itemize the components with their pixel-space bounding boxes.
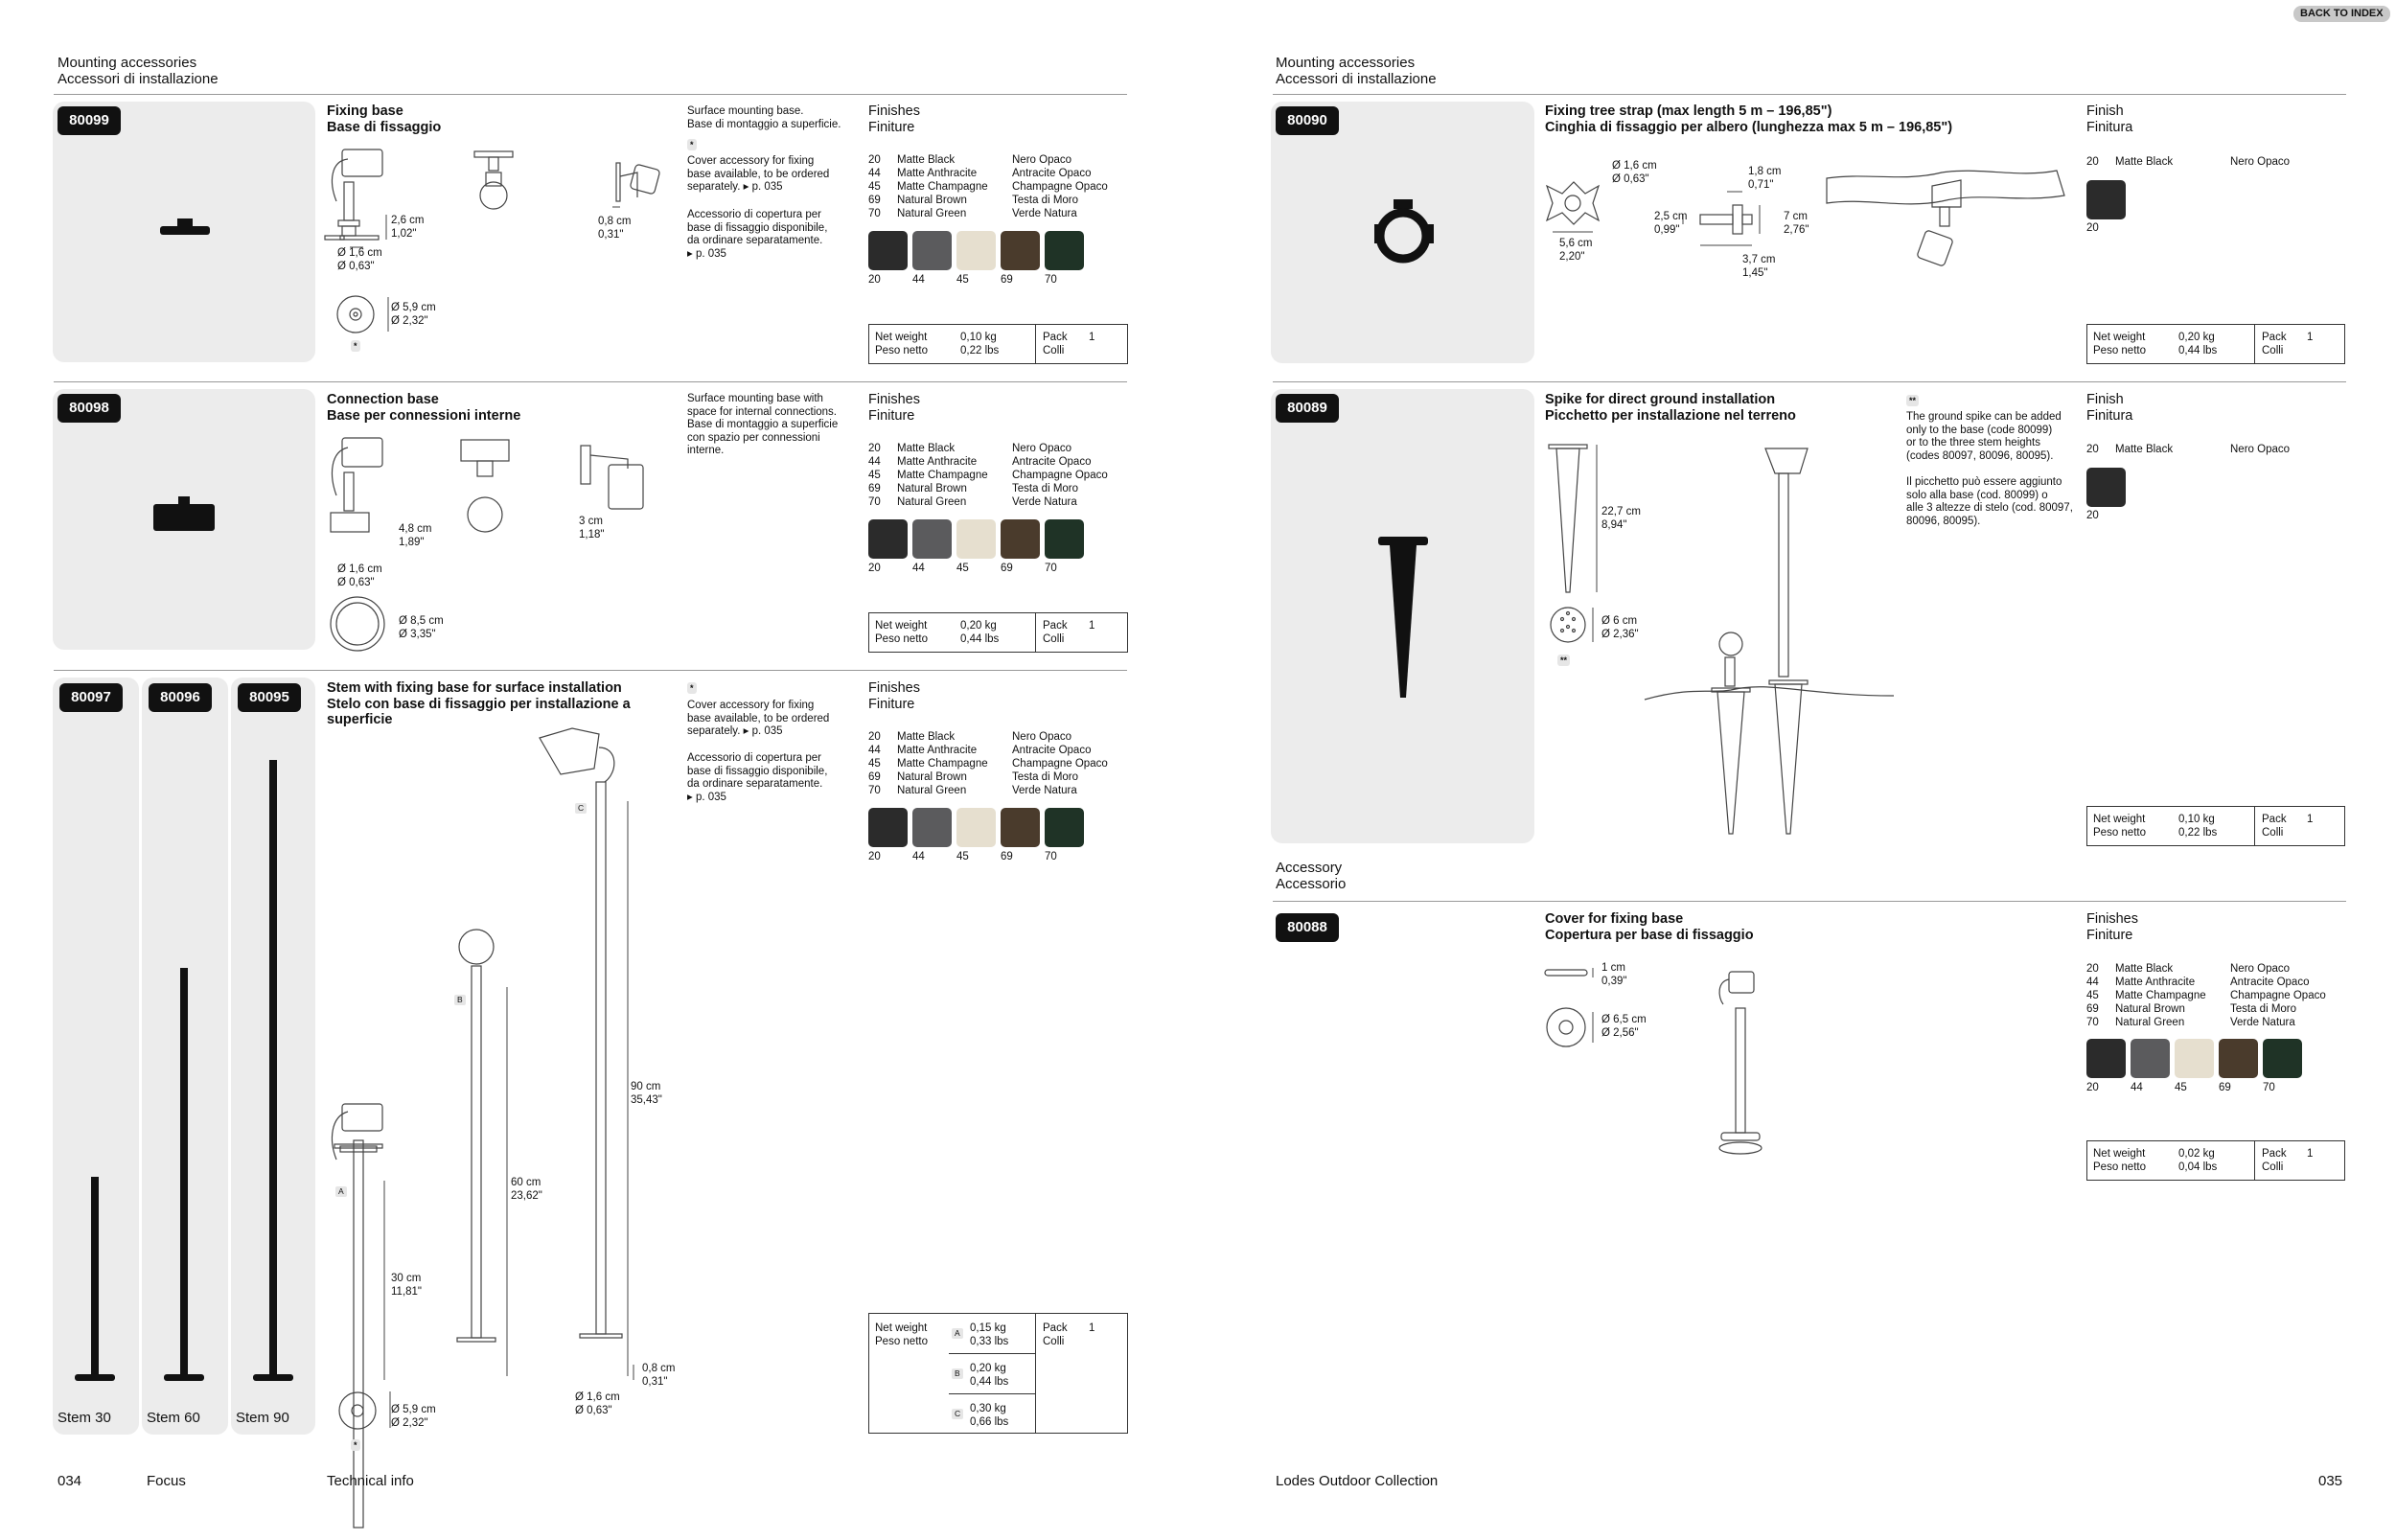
tree-strap-product-image: [1372, 199, 1436, 266]
dim-80089-diameter: Ø 6 cm Ø 2,36": [1601, 615, 1639, 640]
dim-80090-a: 1,8 cm 0,71": [1748, 166, 1782, 191]
dim-80099-height: 2,6 cm 1,02": [391, 215, 425, 240]
finish-en: Matte Champagne: [2115, 990, 2206, 1001]
pack-value: 1: [2307, 332, 2314, 343]
finish-it: Nero Opaco: [1012, 731, 1072, 743]
footer-page-left: 034: [58, 1473, 82, 1489]
finish-it: Testa di Moro: [2230, 1003, 2297, 1015]
finish-swatch-70: [2263, 1039, 2302, 1078]
weight-value: 0,20 kg 0,44 lbs: [960, 620, 1000, 645]
finish-swatch-45: [2175, 1039, 2214, 1078]
star-badge: *: [687, 139, 697, 150]
swatch-code: 70: [2263, 1082, 2275, 1093]
cover-note-en-stems: Cover accessory for fixing base available, to be ordered separately. ▸ p. 035: [687, 700, 830, 737]
dim-80099-side: 0,8 cm 0,31": [598, 216, 632, 241]
notes-80099: Surface mounting base. Base di montaggio a superficie.: [687, 105, 841, 130]
dim-stem-30: 30 cm 11,81": [391, 1273, 423, 1298]
cover-note-it-80099: Accessorio di copertura per base di fissaggio disponibile, da ordinare separatamente. ▸ p. 035: [687, 209, 828, 260]
notes-it-80089: Il picchetto può essere aggiunto solo alla base (cod. 80099) o alle 3 altezze di stelo (cod. 80097, 80096, 80095).: [1906, 476, 2073, 527]
stem-60-product-image: [162, 968, 206, 1390]
product-title-80089: Spike for direct ground installation Picchetto per installazione nel terreno: [1545, 392, 1796, 424]
weight-label: Net weight Peso netto: [2093, 1148, 2146, 1173]
dim-80098-diameter-small: Ø 1,6 cm Ø 0,63": [337, 563, 382, 588]
finish-en: Natural Brown: [2115, 1003, 2185, 1015]
cover-note-it-stems: Accessorio di copertura per base di fissaggio disponibile, da ordinare separatamente. ▸ p. 035: [687, 752, 828, 803]
finish-en: Matte Black: [2115, 963, 2174, 975]
dim-80090-c: 7 cm 2,76": [1784, 211, 1809, 236]
product-title-80098: Connection base Base per connessioni interne: [327, 392, 521, 424]
pack-label: Pack Colli: [2262, 814, 2287, 839]
swatch-code: 20: [2086, 1082, 2099, 1093]
pack-value: 1: [2307, 1148, 2314, 1160]
stem-label-30: Stem 30: [58, 1410, 111, 1426]
dim-stem-side: 0,8 cm 0,31": [642, 1363, 676, 1388]
swatch-code: 70: [1045, 851, 1057, 862]
swatch-code: 20: [868, 851, 881, 862]
swatch-code: 44: [912, 851, 925, 862]
pack-value: 1: [1089, 1322, 1095, 1334]
dim-80090-width: 5,6 cm 2,20": [1559, 238, 1593, 263]
finish-swatch-69: [1001, 808, 1040, 847]
weight-value: 0,02 kg 0,04 lbs: [2178, 1148, 2218, 1173]
finish-swatch-20: [868, 519, 908, 559]
accessory-section-title: Accessory Accessorio: [1276, 860, 1347, 892]
weight-value-b: 0,20 kg 0,44 lbs: [970, 1363, 1009, 1388]
stem-label-60: Stem 60: [147, 1410, 200, 1426]
finish-code: 20: [868, 154, 881, 166]
finish-en: Matte Champagne: [897, 470, 988, 481]
weight-letter-b: B: [952, 1368, 963, 1379]
finish-it: Verde Natura: [1012, 208, 1077, 219]
finish-en: Matte Anthracite: [897, 745, 978, 756]
pack-label: Pack Colli: [1043, 620, 1068, 645]
weight-label: Net weight Peso netto: [875, 1322, 928, 1347]
stem-label-90: Stem 90: [236, 1410, 289, 1426]
finish-swatch-70: [1045, 231, 1084, 270]
pack-label: Pack Colli: [2262, 332, 2287, 356]
weight-value: 0,10 kg 0,22 lbs: [960, 332, 1000, 356]
product-code-80095: 80095: [238, 683, 301, 712]
finish-swatch-20: [2086, 468, 2126, 507]
swatch-code: 69: [1001, 851, 1013, 862]
swatch-code: 20: [868, 563, 881, 574]
finish-en: Matte Champagne: [897, 758, 988, 770]
double-star-badge: **: [1557, 655, 1570, 666]
dim-80098-diameter-large: Ø 8,5 cm Ø 3,35": [399, 615, 444, 640]
star-badge: *: [351, 340, 360, 352]
product-title-stems: Stem with fixing base for surface installation Stelo con base di fissaggio per installazione a superficie: [327, 680, 631, 727]
dim-80088-height: 1 cm 0,39": [1601, 962, 1627, 987]
stem-90-product-image: [251, 760, 295, 1392]
finish-swatch-69: [1001, 231, 1040, 270]
weight-label: Net weight Peso netto: [875, 332, 928, 356]
dim-stem-60: 60 cm 23,62": [511, 1177, 542, 1202]
product-code-80090: 80090: [1276, 106, 1339, 135]
dim-stem-90: 90 cm 35,43": [631, 1081, 662, 1106]
finish-code-80090: 20: [2086, 156, 2099, 168]
finish-swatch-70: [1045, 808, 1084, 847]
finishes-title-80099: Finishes Finiture: [868, 103, 920, 135]
finish-it: Testa di Moro: [1012, 195, 1079, 206]
finish-code: 69: [868, 483, 881, 494]
product-code-80097: 80097: [59, 683, 123, 712]
finish-it: Verde Natura: [1012, 496, 1077, 508]
finish-en: Natural Green: [2115, 1017, 2185, 1028]
weight-label: Net weight Peso netto: [2093, 814, 2146, 839]
finish-code: 70: [868, 208, 881, 219]
footer-collection: Lodes Outdoor Collection: [1276, 1473, 1439, 1489]
finish-code: 20: [868, 443, 881, 454]
finish-swatch-45: [956, 808, 996, 847]
finish-en: Matte Black: [897, 731, 956, 743]
finish-en: Matte Anthracite: [2115, 977, 2196, 988]
finish-en: Matte Anthracite: [897, 456, 978, 468]
finish-code: 69: [2086, 1003, 2099, 1015]
weight-value: 0,10 kg 0,22 lbs: [2178, 814, 2218, 839]
finish-code: 44: [868, 745, 881, 756]
product-code-80088: 80088: [1276, 913, 1339, 942]
pack-value: 1: [2307, 814, 2314, 825]
finish-it: Champagne Opaco: [1012, 181, 1108, 193]
dim-stem-diameter: Ø 1,6 cm Ø 0,63": [575, 1391, 620, 1416]
dim-80090-b: 2,5 cm 0,99": [1654, 211, 1688, 236]
dim-80099-diameter-large: Ø 5,9 cm Ø 2,32": [391, 302, 436, 327]
product-code-80096: 80096: [149, 683, 212, 712]
right-top-rule: [1273, 94, 2346, 95]
dim-stem-base: Ø 5,9 cm Ø 2,32": [391, 1404, 436, 1429]
dim-letter-b: B: [454, 995, 466, 1005]
finishes-title-80088: Finishes Finiture: [2086, 911, 2138, 943]
product-title-80088: Cover for fixing base Copertura per base di fissaggio: [1545, 911, 1754, 943]
finish-swatch-44: [912, 231, 952, 270]
finish-swatch-20: [2086, 1039, 2126, 1078]
finish-code-80089: 20: [2086, 444, 2099, 455]
product-code-80098: 80098: [58, 394, 121, 423]
star-badge: *: [351, 1439, 360, 1451]
finish-code: 20: [868, 731, 881, 743]
finish-it: Champagne Opaco: [1012, 470, 1108, 481]
finish-code: 44: [2086, 977, 2099, 988]
left-rule-3: [54, 670, 1127, 671]
finish-swatch-70: [1045, 519, 1084, 559]
left-top-rule: [54, 94, 1127, 95]
finish-it: Antracite Opaco: [1012, 456, 1092, 468]
finish-name-en-80089: Matte Black: [2115, 444, 2174, 455]
finish-it: Nero Opaco: [1012, 443, 1072, 454]
right-rule-3: [1273, 901, 2346, 902]
finish-code: 45: [868, 181, 881, 193]
finish-en: Natural Green: [897, 496, 967, 508]
finish-en: Matte Black: [897, 154, 956, 166]
swatch-code: 70: [1045, 274, 1057, 286]
finish-code: 44: [868, 168, 881, 179]
pack-value: 1: [1089, 620, 1095, 632]
swatch-code: 69: [1001, 563, 1013, 574]
finish-en: Natural Brown: [897, 195, 967, 206]
pack-label: Pack Colli: [1043, 332, 1068, 356]
swatch-code: 45: [956, 563, 969, 574]
dim-80090-diameter: Ø 1,6 cm Ø 0,63": [1612, 160, 1657, 185]
connection-base-product-image: [151, 496, 217, 535]
weight-label: Net weight Peso netto: [2093, 332, 2146, 356]
finish-code: 45: [868, 470, 881, 481]
finish-it: Champagne Opaco: [1012, 758, 1108, 770]
finish-en: Matte Champagne: [897, 181, 988, 193]
fixing-base-product-image: [158, 218, 212, 243]
ground-spike-drawing: [1539, 439, 1913, 841]
finish-en: Matte Anthracite: [897, 168, 978, 179]
notes-en-80089: The ground spike can be added only to the base (code 80099) or to the three stem heights (codes 80097, 80096, 80095).: [1906, 411, 2062, 462]
finish-swatch-69: [2219, 1039, 2258, 1078]
finish-code: 44: [868, 456, 881, 468]
finish-code: 70: [868, 785, 881, 796]
finish-code: 45: [868, 758, 881, 770]
dim-letter-a: A: [335, 1186, 347, 1197]
dim-letter-c: C: [575, 803, 587, 814]
stem-30-product-image: [73, 1177, 117, 1390]
finish-swatch-44: [912, 808, 952, 847]
finish-code: 20: [2086, 963, 2099, 975]
finish-it: Testa di Moro: [1012, 771, 1079, 783]
finish-en: Natural Green: [897, 208, 967, 219]
right-section-title: Mounting accessories Accessori di installazione: [1276, 55, 1437, 87]
dim-80090-e: 3,7 cm 1,45": [1742, 254, 1776, 279]
finish-swatch-44: [2131, 1039, 2170, 1078]
finish-swatch-69: [1001, 519, 1040, 559]
finish-en: Matte Black: [897, 443, 956, 454]
finish-swatch-20: [2086, 180, 2126, 219]
swatch-code: 45: [956, 274, 969, 286]
weight-letter-a: A: [952, 1328, 963, 1339]
finish-it: Testa di Moro: [1012, 483, 1079, 494]
left-section-title: Mounting accessories Accessori di installazione: [58, 55, 219, 87]
notes-80098: Surface mounting base with space for internal connections. Base di montaggio a superficie con spazio per connessioni interne.: [687, 393, 839, 456]
finish-en: Natural Brown: [897, 483, 967, 494]
left-rule-2: [54, 381, 1127, 382]
cover-note-en-80099: Cover accessory for fixing base available, to be ordered separately. ▸ p. 035: [687, 155, 830, 193]
finish-en: Natural Green: [897, 785, 967, 796]
swatch-code: 44: [912, 563, 925, 574]
weight-value-a: 0,15 kg 0,33 lbs: [970, 1322, 1009, 1347]
swatch-code: 44: [912, 274, 925, 286]
finish-it: Nero Opaco: [2230, 963, 2291, 975]
finish-it: Nero Opaco: [1012, 154, 1072, 166]
finish-it: Antracite Opaco: [1012, 168, 1092, 179]
right-rule-2: [1273, 381, 2346, 382]
pack-label: Pack Colli: [2262, 1148, 2287, 1173]
dim-80089-height: 22,7 cm 8,94": [1601, 506, 1641, 531]
weight-value-c: 0,30 kg 0,66 lbs: [970, 1403, 1009, 1428]
swatch-code: 69: [1001, 274, 1013, 286]
swatch-code: 44: [2131, 1082, 2143, 1093]
finish-name-it-80090: Nero Opaco: [2230, 156, 2291, 168]
star-badge: *: [687, 682, 697, 694]
finish-swatch-20: [868, 808, 908, 847]
finish-code: 69: [868, 771, 881, 783]
finish-swatch-44: [912, 519, 952, 559]
finish-title-80089: Finish Finitura: [2086, 392, 2133, 424]
finish-title-80090: Finish Finitura: [2086, 103, 2133, 135]
connection-base-drawing: [321, 436, 685, 656]
footer-page-right: 035: [2318, 1473, 2343, 1489]
dim-80099-diameter-small: Ø 1,6 cm Ø 0,63": [337, 247, 382, 272]
finish-swatch-45: [956, 519, 996, 559]
product-title-80090: Fixing tree strap (max length 5 m – 196,85") Cinghia di fissaggio per albero (lunghezza max 5 m – 196,85"): [1545, 103, 1953, 135]
finish-it: Champagne Opaco: [2230, 990, 2326, 1001]
weight-label: Net weight Peso netto: [875, 620, 928, 645]
finish-name-en-80090: Matte Black: [2115, 156, 2174, 168]
finish-code: 70: [2086, 1017, 2099, 1028]
dim-80098-height: 4,8 cm 1,89": [399, 523, 432, 548]
pack-label: Pack Colli: [1043, 1322, 1068, 1347]
finish-en: Natural Brown: [897, 771, 967, 783]
dim-80098-side: 3 cm 1,18": [579, 516, 605, 540]
product-title-80099: Fixing base Base di fissaggio: [327, 103, 442, 135]
swatch-code: 20: [2086, 222, 2099, 234]
swatch-code: 70: [1045, 563, 1057, 574]
swatch-code: 45: [2175, 1082, 2187, 1093]
finish-it: Verde Natura: [2230, 1017, 2295, 1028]
weight-value: 0,20 kg 0,44 lbs: [2178, 332, 2218, 356]
footer-series: Focus: [147, 1473, 186, 1489]
finish-swatch-45: [956, 231, 996, 270]
dim-80088-diameter: Ø 6,5 cm Ø 2,56": [1601, 1014, 1647, 1039]
swatch-code: 20: [2086, 510, 2099, 521]
swatch-code: 20: [868, 274, 881, 286]
product-code-80099: 80099: [58, 106, 121, 135]
product-code-80089: 80089: [1276, 394, 1339, 423]
swatch-code: 45: [956, 851, 969, 862]
weight-letter-c: C: [952, 1409, 963, 1419]
finish-it: Verde Natura: [1012, 785, 1077, 796]
finish-it: Antracite Opaco: [1012, 745, 1092, 756]
pack-value: 1: [1089, 332, 1095, 343]
footer-chapter: Technical info: [327, 1473, 414, 1489]
ground-spike-product-image: [1376, 537, 1430, 700]
double-star-badge: **: [1906, 395, 1919, 406]
cover-drawing: [1539, 958, 1788, 1198]
finishes-title-80098: Finishes Finiture: [868, 392, 920, 424]
finish-name-it-80089: Nero Opaco: [2230, 444, 2291, 455]
finish-code: 69: [868, 195, 881, 206]
finish-swatch-20: [868, 231, 908, 270]
finishes-title-stems: Finishes Finiture: [868, 680, 920, 712]
finish-code: 70: [868, 496, 881, 508]
finish-it: Antracite Opaco: [2230, 977, 2310, 988]
swatch-code: 69: [2219, 1082, 2231, 1093]
back-to-index-button[interactable]: BACK TO INDEX: [2293, 6, 2390, 22]
finish-code: 45: [2086, 990, 2099, 1001]
